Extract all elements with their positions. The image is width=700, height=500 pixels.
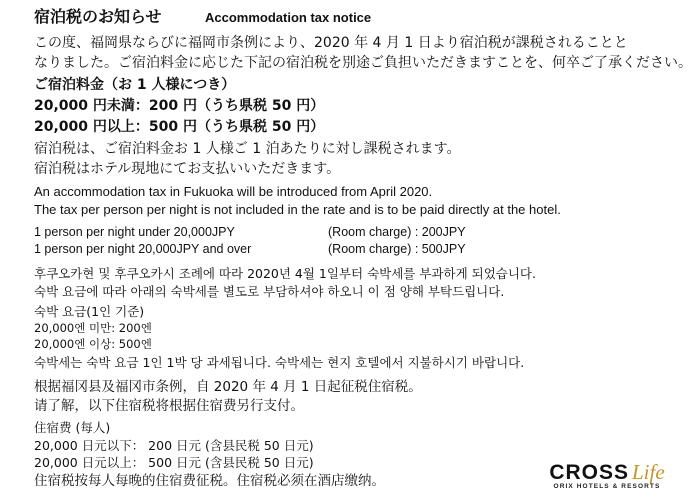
zh-rate-over: 20,000 日元以上： 500 日元 (含县民税 50 日元) [34, 455, 314, 470]
zh-intro-line-1: 根据福冈县及福冈市条例，自 2020 年 4 月 1 日起征税住宿税。 [34, 379, 422, 395]
en-row-under-charge: (Room charge) : 200JPY [328, 225, 466, 239]
ko-rate-under: 20,000엔 미만: 200엔 [34, 321, 152, 335]
ja-rate-under: 20,000 円未満：200 円（うち県税 50 円） [34, 98, 325, 114]
title-japanese: 宿泊税のお知らせ [34, 7, 162, 26]
ja-intro-line-1: この度、福岡県ならびに福岡市条例により、2020 年 4 月 1 日より宿泊税が課税されることと [34, 35, 628, 51]
logo-accent-script: Life [632, 460, 665, 484]
ko-note: 숙박세는 숙박 요금 1인 1박 당 과세됩니다. 숙박세는 현지 호텔에서 지불하시기 바랍니다. [34, 355, 525, 370]
title-english: Accommodation tax notice [205, 10, 372, 25]
ja-note-line-1: 宿泊税は、ご宿泊料金お 1 人様ご 1 泊あたりに対し課税されます。 [34, 141, 461, 157]
zh-rate-heading: 住宿费 (每人) [34, 420, 111, 435]
en-row-under-label: 1 person per night under 20,000JPY [34, 225, 235, 239]
cross-life-logo [532, 460, 682, 490]
ko-rate-over: 20,000엔 이상: 500엔 [34, 337, 152, 351]
ja-rate-over: 20,000 円以上：500 円（うち県税 50 円） [34, 119, 325, 135]
zh-intro-line-2: 请了解，以下住宿税将根据住宿费另行支付。 [34, 398, 304, 414]
en-intro-line-1: An accommodation tax in Fukuoka will be introduced from April 2020. [34, 184, 433, 199]
ja-rate-heading: ご宿泊料金（お 1 人様につき） [34, 77, 236, 93]
ko-intro-line-1: 후쿠오카현 및 후쿠오카시 조례에 따라 2020년 4월 1일부터 숙박세를 부과하게 되었습니다. [34, 266, 536, 281]
logo-wordmark: CROSS [549, 461, 629, 484]
zh-note: 住宿税按每人每晚的住宿费征税。住宿税必须在酒店缴纳。 [34, 473, 385, 489]
zh-rate-under: 20,000 日元以下： 200 日元 (含县民税 50 日元) [34, 438, 314, 453]
ja-note-line-2: 宿泊税はホテル現地にてお支払いいただきます。 [34, 161, 341, 177]
en-intro-line-2: The tax per person per night is not included in the rate and is to be paid directly at the hotel. [34, 202, 561, 217]
en-row-over-label: 1 person per night 20,000JPY and over [34, 242, 252, 256]
ko-rate-heading: 숙박 요금(1인 기준) [34, 304, 145, 319]
ja-intro-line-2: なりました。ご宿泊料金に応じた下記の宿泊税を別途ご負担いただきますことを、何卒ご了承ください。 [34, 55, 692, 71]
en-row-over-charge: (Room charge) : 500JPY [328, 242, 466, 256]
logo-subtitle: ORIX HOTELS & RESORTS [553, 483, 661, 490]
ko-intro-line-2: 숙박 요금에 따라 아래의 숙박세를 별도로 부담하셔야 하오니 이 점 양해 부탁드립니다. [34, 284, 505, 299]
